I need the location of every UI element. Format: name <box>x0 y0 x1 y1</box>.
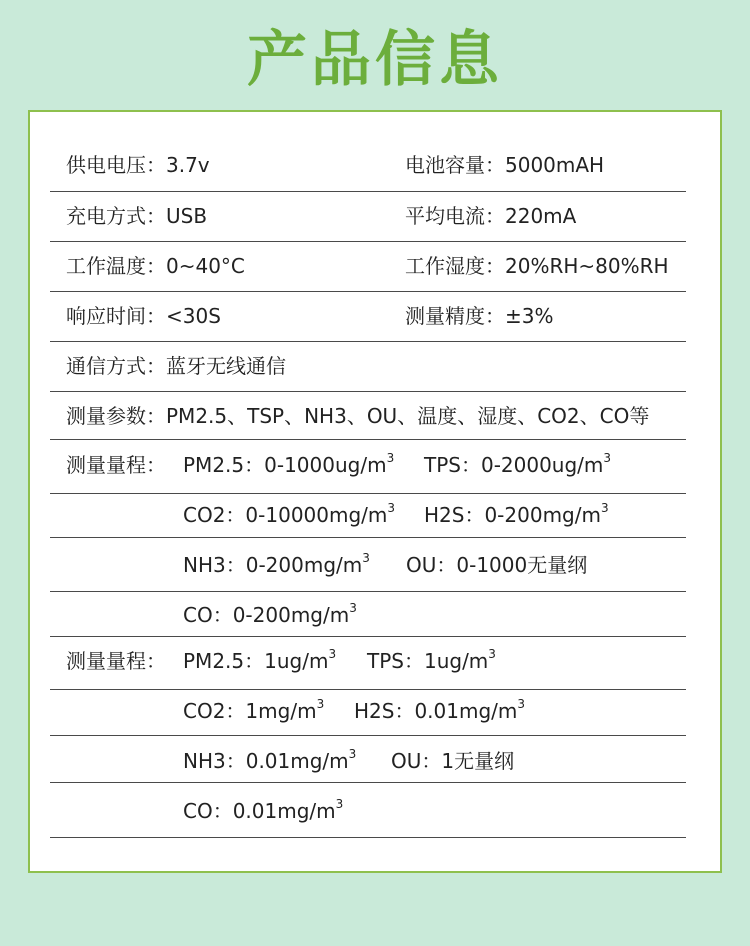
spec-row-response <box>50 303 686 342</box>
measurement-accuracy: 测量精度：±3% <box>405 304 554 328</box>
range-label: 测量量程： <box>66 453 166 477</box>
spec-row-charging <box>50 203 686 242</box>
range-nh3: NH3：$0-200mg/m^3$ <box>183 551 370 577</box>
resolution-label: 测量量程： <box>66 649 166 673</box>
resolution-nh3: NH3：$0.01mg/m^3$ <box>183 747 357 773</box>
product-info-card <box>28 110 722 873</box>
average-current: 平均电流：220mA <box>405 204 577 228</box>
resolution-row-2 <box>50 698 686 736</box>
resolution-row-4 <box>50 798 686 838</box>
resolution-row-3 <box>50 748 686 783</box>
power-supply: 供电电压：3.7v <box>66 153 210 177</box>
resolution-tps: TPS：$1ug/m^3$ <box>367 647 496 673</box>
spec-row-power <box>50 152 686 192</box>
spec-row-comm <box>50 353 686 392</box>
resolution-h2s: H2S：$0.01mg/m^3$ <box>354 697 526 723</box>
battery-capacity: 电池容量：5000mAH <box>405 153 605 177</box>
range-co2: CO2：$0-10000mg/m^3$ <box>183 501 396 527</box>
resolution-ou: OU：1无量纲 <box>391 749 515 773</box>
range-row-4 <box>50 602 686 637</box>
measurement-params: 测量参数：PM2.5、TSP、NH3、OU、温度、湿度、CO2、CO等 <box>66 404 650 428</box>
response-time: 响应时间：<30S <box>66 304 221 328</box>
resolution-row-1 <box>50 648 686 690</box>
range-co: CO：$0-200mg/m^3$ <box>183 601 357 627</box>
page-title: 产品信息 <box>247 25 503 95</box>
range-row-3 <box>50 552 686 592</box>
range-tps: TPS：$0-2000ug/m^3$ <box>424 451 612 477</box>
resolution-co2: CO2：$1mg/m^3$ <box>183 697 325 723</box>
range-ou: OU：0-1000无量纲 <box>406 553 588 577</box>
spec-row-params <box>50 403 686 440</box>
spec-row-temperature <box>50 253 686 292</box>
range-pm25: PM2.5：$0-1000ug/m^3$ <box>183 451 395 477</box>
communication-method: 通信方式：蓝牙无线通信 <box>66 354 286 378</box>
charging-method: 充电方式：USB <box>66 204 208 228</box>
resolution-pm25: PM2.5：$1ug/m^3$ <box>183 647 337 673</box>
working-temperature: 工作温度：0~40°C <box>66 254 245 278</box>
range-row-2 <box>50 502 686 538</box>
range-h2s: H2S：$0-200mg/m^3$ <box>424 501 609 527</box>
resolution-co: CO：$0.01mg/m^3$ <box>183 797 344 823</box>
range-row-1 <box>50 452 686 494</box>
working-humidity: 工作湿度：20%RH~80%RH <box>405 254 669 278</box>
